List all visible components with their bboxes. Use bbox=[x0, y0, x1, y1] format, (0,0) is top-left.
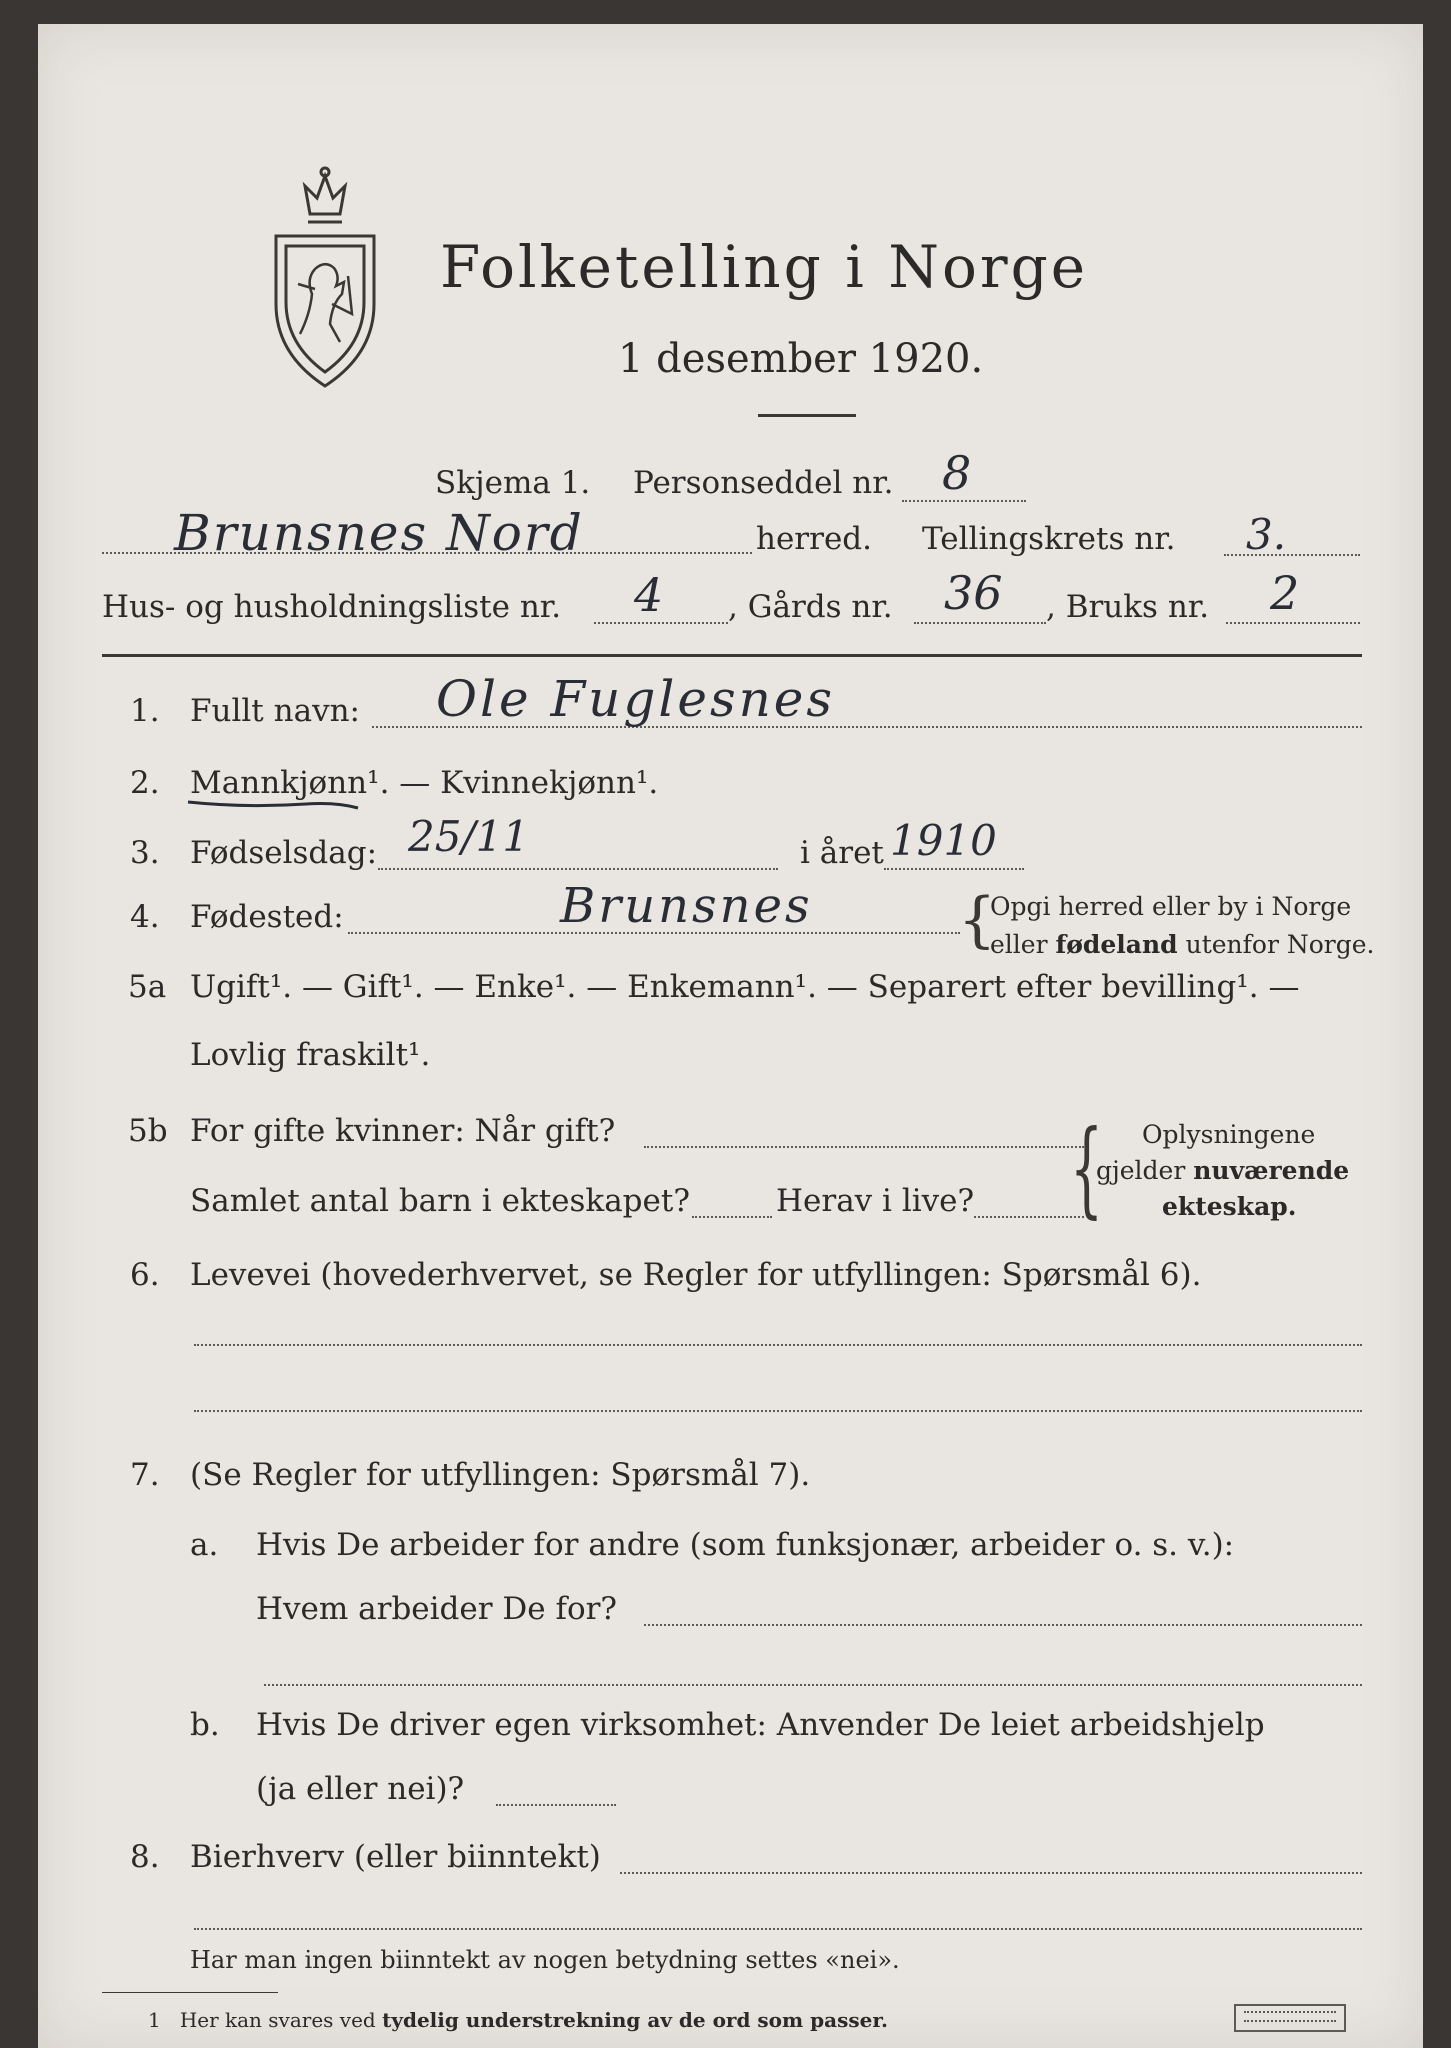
hus-line bbox=[594, 622, 728, 624]
q3-number: 3. bbox=[130, 835, 160, 871]
q5a-line1: Ugift¹. — Gift¹. — Enke¹. — Enkemann¹. — Separert efter bevilling¹. — bbox=[190, 969, 1300, 1005]
q4-birthplace-value: Brunsnes bbox=[560, 878, 813, 934]
q1-name-value: Ole Fuglesnes bbox=[436, 670, 836, 728]
form-title: Folketelling i Norge bbox=[440, 233, 1089, 301]
q5b-line2a: Samlet antal barn i ekteskapet? bbox=[190, 1183, 690, 1219]
bruks-value: 2 bbox=[1270, 566, 1300, 620]
q6-line1 bbox=[194, 1344, 1362, 1346]
q6-label: Levevei (hovederhvervet, se Regler for utfyllingen: Spørsmål 6). bbox=[190, 1257, 1202, 1293]
herred-label: herred. bbox=[756, 521, 872, 557]
herred-value: Brunsnes Nord bbox=[174, 504, 584, 562]
personseddel-value: 8 bbox=[942, 446, 972, 500]
tellingskrets-label: Tellingskrets nr. bbox=[922, 521, 1176, 557]
skjema-label: Skjema 1. bbox=[435, 465, 591, 501]
q2-number: 2. bbox=[130, 765, 160, 801]
q3-year-label: i året bbox=[800, 835, 884, 871]
q8-number: 8. bbox=[130, 1839, 160, 1875]
gards-value: 36 bbox=[944, 566, 1003, 620]
footnote-rule bbox=[102, 1992, 278, 1993]
q4-label: Fødested: bbox=[190, 899, 344, 935]
q7-number: 7. bbox=[130, 1457, 160, 1493]
printer-stamp bbox=[1234, 2004, 1346, 2032]
q5b-children-line bbox=[692, 1216, 772, 1218]
personseddel-label: Personseddel nr. bbox=[633, 465, 894, 501]
census-form bbox=[38, 24, 1423, 2048]
tellingskrets-line bbox=[1224, 554, 1360, 556]
q7b-answer-line bbox=[496, 1804, 616, 1806]
q5b-line1: For gifte kvinner: Når gift? bbox=[190, 1113, 616, 1149]
gards-line bbox=[914, 622, 1046, 624]
q1-number: 1. bbox=[130, 693, 160, 729]
q5b-note-line3: ekteskap. bbox=[1162, 1192, 1297, 1221]
q8-line1 bbox=[620, 1872, 1362, 1874]
q3-year-line bbox=[884, 868, 1024, 870]
q7-label: (Se Regler for utfyllingen: Spørsmål 7). bbox=[190, 1457, 811, 1493]
q3-day-value: 25/11 bbox=[408, 812, 530, 861]
norway-coat-of-arms-icon bbox=[270, 164, 380, 394]
q5b-note-line2: gjelder nuværende bbox=[1096, 1156, 1350, 1185]
q6-line2 bbox=[194, 1410, 1362, 1412]
tellingskrets-value: 3. bbox=[1246, 510, 1287, 559]
q4-note-line1: Opgi herred eller by i Norge bbox=[990, 892, 1352, 921]
q8-line2 bbox=[194, 1928, 1362, 1930]
q3-day-line bbox=[378, 868, 778, 870]
hus-label: Hus- og husholdningsliste nr. bbox=[102, 589, 562, 625]
census-date: 1 desember 1920. bbox=[618, 336, 984, 382]
q6-number: 6. bbox=[130, 1257, 160, 1293]
q5b-alive-line bbox=[974, 1216, 1084, 1218]
title-rule bbox=[758, 414, 856, 417]
q5b-line2b: Herav i live? bbox=[776, 1183, 975, 1219]
q3-year-value: 1910 bbox=[890, 816, 997, 865]
q7a-line2: Hvem arbeider De for? bbox=[256, 1591, 618, 1627]
mannkjonn-underline bbox=[186, 792, 362, 812]
q7a-line1: Hvis De arbeider for andre (som funksjonær, arbeider o. s. v.): bbox=[256, 1527, 1235, 1563]
q5a-line2: Lovlig fraskilt¹. bbox=[190, 1037, 431, 1073]
q3-label: Fødselsdag: bbox=[190, 835, 378, 871]
q7a-employer-line bbox=[644, 1624, 1362, 1626]
q2-label: Mannkjønn¹. — Kvinnekjønn¹. bbox=[190, 765, 659, 801]
q4-number: 4. bbox=[130, 899, 160, 935]
q7a-letter: a. bbox=[190, 1527, 219, 1563]
footnote: 1 Her kan svares ved tydelig understrekning av de ord som passer. bbox=[148, 2008, 888, 2032]
q7b-line2: (ja eller nei)? bbox=[256, 1771, 465, 1807]
q7b-line1: Hvis De driver egen virksomhet: Anvender De leiet arbeidshjelp bbox=[256, 1707, 1265, 1743]
q5b-note-line1: Oplysningene bbox=[1142, 1120, 1316, 1149]
q5b-brace: { bbox=[1070, 1107, 1104, 1229]
q5b-when-line bbox=[644, 1146, 1084, 1148]
hus-value: 4 bbox=[634, 568, 664, 622]
personseddel-line bbox=[902, 500, 1026, 502]
q4-brace: { bbox=[958, 885, 997, 955]
header-divider bbox=[102, 654, 1362, 657]
q5b-number: 5b bbox=[128, 1113, 168, 1149]
bruks-label: , Bruks nr. bbox=[1046, 589, 1210, 625]
nei-note: Har man ingen biinntekt av nogen betydning settes «nei». bbox=[190, 1946, 900, 1974]
q7b-letter: b. bbox=[190, 1707, 220, 1743]
q8-label: Bierhverv (eller biinntekt) bbox=[190, 1839, 601, 1875]
q5a-number: 5a bbox=[128, 969, 167, 1005]
bruks-line bbox=[1226, 622, 1360, 624]
q1-label: Fullt navn: bbox=[190, 693, 360, 729]
gards-label: , Gårds nr. bbox=[728, 589, 893, 625]
q4-note-line2: eller fødeland utenfor Norge. bbox=[990, 930, 1375, 959]
q7a-extra-line bbox=[264, 1684, 1362, 1686]
